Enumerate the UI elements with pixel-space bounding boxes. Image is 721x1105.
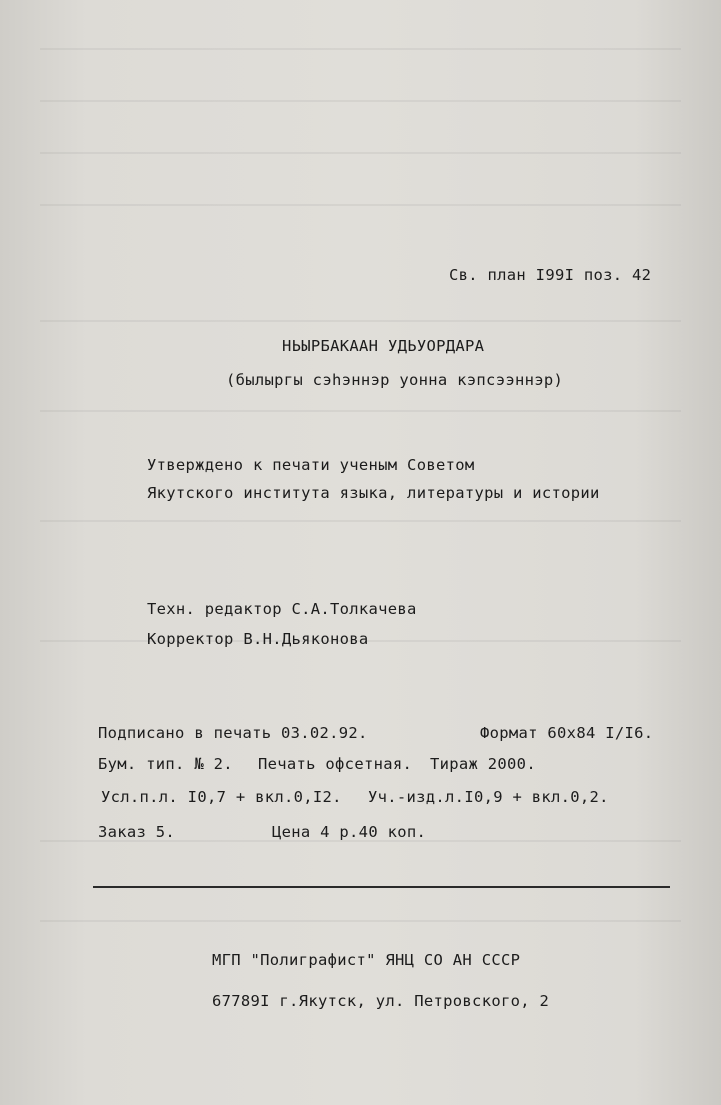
approval-line-1: Утверждено к печати ученым Советом bbox=[147, 456, 475, 474]
publishing-sheets: Уч.-изд.л.I0,9 + вкл.0,2. bbox=[368, 788, 609, 806]
approval-line-2: Якутского института языка, литературы и истории bbox=[147, 484, 600, 502]
show-through-line bbox=[40, 320, 681, 322]
format: Формат 60x84 I/I6. bbox=[480, 724, 654, 742]
paper-type: Бум. тип. № 2. bbox=[98, 755, 233, 773]
corrector: Корректор В.Н.Дьяконова bbox=[147, 630, 369, 648]
show-through-line bbox=[40, 100, 681, 102]
order-number: Заказ 5. bbox=[98, 823, 176, 841]
tech-editor: Техн. редактор С.А.Толкачева bbox=[147, 600, 417, 618]
show-through-line bbox=[40, 920, 681, 922]
page-title: НЬЫРБАКААН УДЬУОРДАРА bbox=[282, 337, 485, 355]
printer-name: МГП "Полиграфист" ЯНЦ СО АН СССР bbox=[212, 951, 521, 969]
show-through-line bbox=[40, 204, 681, 206]
show-through-line bbox=[40, 410, 681, 412]
signed-date: Подписано в печать 03.02.92. bbox=[98, 724, 368, 742]
show-through-line bbox=[40, 48, 681, 50]
page-subtitle: (былыргы сэһэннэр уонна кэпсээннэр) bbox=[226, 371, 564, 389]
show-through-line bbox=[40, 152, 681, 154]
printing-type: Печать офсетная. bbox=[258, 755, 413, 773]
show-through-line bbox=[40, 520, 681, 522]
divider-line bbox=[93, 886, 670, 888]
print-run: Тираж 2000. bbox=[430, 755, 536, 773]
printer-address: 67789I г.Якутск, ул. Петровского, 2 bbox=[212, 992, 550, 1010]
price: Цена 4 р.40 коп. bbox=[272, 823, 427, 841]
plan-position: Св. план I99I поз. 42 bbox=[449, 266, 652, 284]
printed-sheets: Усл.п.л. I0,7 + вкл.0,I2. bbox=[101, 788, 342, 806]
